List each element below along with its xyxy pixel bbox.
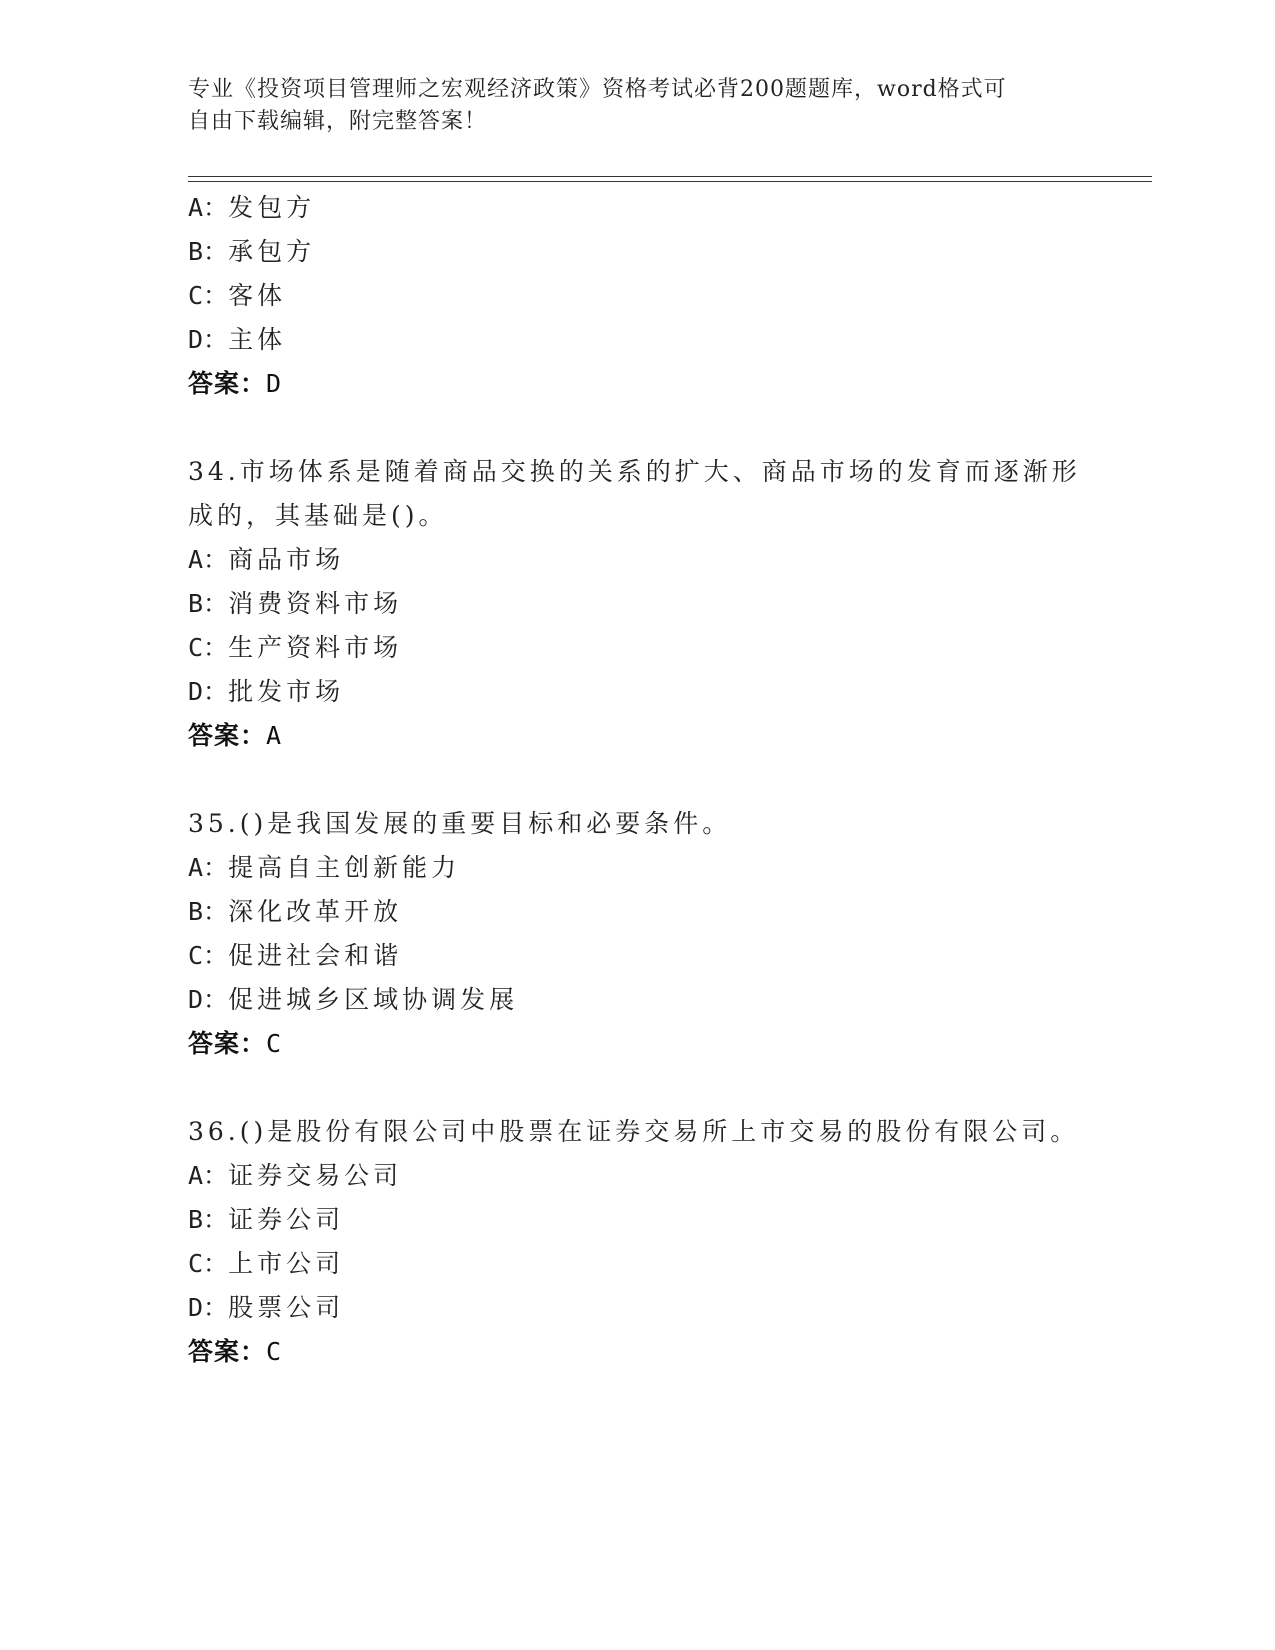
header-divider-bottom: [188, 181, 1152, 182]
option-key: D：: [188, 985, 229, 1014]
q34-option-a: [188, 544, 344, 576]
q36-answer: [188, 1336, 282, 1368]
option-key: A：: [188, 853, 229, 882]
option-key: A：: [188, 193, 229, 222]
header-line-1: 专业《投资项目管理师之宏观经济政策》资格考试必背200题题库，word格式可: [188, 77, 1007, 102]
option-text: 证券公司: [228, 1205, 345, 1234]
option-text: 股票公司: [228, 1293, 345, 1322]
option-key: B：: [188, 897, 229, 926]
q33-option-d: [188, 324, 286, 356]
option-key: B：: [188, 1205, 229, 1234]
option-key: D：: [188, 325, 229, 354]
q36-option-c: [188, 1248, 344, 1280]
q34-stem-line-2: 成的，其基础是()。: [188, 501, 448, 530]
q34-option-b: [188, 588, 402, 620]
option-key: B：: [188, 589, 229, 618]
answer-label: 答案：: [188, 1029, 267, 1058]
option-text: 生产资料市场: [228, 633, 403, 662]
answer-label: 答案：: [188, 1337, 267, 1366]
option-text: 上市公司: [228, 1249, 345, 1278]
option-text: 提高自主创新能力: [228, 853, 461, 882]
option-text: 承包方: [228, 237, 316, 266]
option-key: D：: [188, 1293, 229, 1322]
option-key: C：: [188, 941, 229, 970]
q36-option-a: [188, 1160, 402, 1192]
q35-option-d: [188, 984, 518, 1016]
option-text: 客体: [228, 281, 287, 310]
option-text: 批发市场: [228, 677, 345, 706]
answer-value: D: [266, 369, 283, 398]
option-text: 促进社会和谐: [228, 941, 403, 970]
q33-option-a: [188, 192, 315, 224]
q34-option-c: [188, 632, 402, 664]
q36-option-d: [188, 1292, 344, 1324]
answer-value: C: [266, 1029, 283, 1058]
document-header: [188, 74, 1088, 138]
q34-stem-line-1: 34.市场体系是随着商品交换的关系的扩大、商品市场的发育而逐渐形: [188, 457, 1081, 486]
header-divider-top: [188, 176, 1152, 177]
option-key: B：: [188, 237, 229, 266]
option-text: 主体: [228, 325, 287, 354]
option-text: 深化改革开放: [228, 897, 403, 926]
q33-option-c: [188, 280, 286, 312]
q35-stem-line-1: 35.()是我国发展的重要目标和必要条件。: [188, 809, 732, 838]
q34-option-d: [188, 676, 344, 708]
q35-option-c: [188, 940, 402, 972]
option-key: D：: [188, 677, 229, 706]
q35-option-a: [188, 852, 460, 884]
option-text: 促进城乡区域协调发展: [228, 985, 519, 1014]
q36-stem-line-1: 36.()是股份有限公司中股票在证券交易所上市交易的股份有限公司。: [188, 1117, 1080, 1146]
option-text: 商品市场: [228, 545, 345, 574]
answer-label: 答案：: [188, 369, 267, 398]
option-key: C：: [188, 281, 229, 310]
q36-option-b: [188, 1204, 344, 1236]
header-line-2: 自由下载编辑，附完整答案！: [188, 109, 488, 134]
option-key: C：: [188, 1249, 229, 1278]
q35-option-b: [188, 896, 402, 928]
answer-value: A: [266, 721, 283, 750]
option-text: 发包方: [228, 193, 316, 222]
q35-answer: [188, 1028, 282, 1060]
option-text: 证券交易公司: [228, 1161, 403, 1190]
option-key: A：: [188, 1161, 229, 1190]
q33-answer: [188, 368, 282, 400]
option-key: C：: [188, 633, 229, 662]
q34-answer: [188, 720, 282, 752]
q33-option-b: [188, 236, 315, 268]
answer-label: 答案：: [188, 721, 267, 750]
option-text: 消费资料市场: [228, 589, 403, 618]
answer-value: C: [266, 1337, 283, 1366]
option-key: A：: [188, 545, 229, 574]
